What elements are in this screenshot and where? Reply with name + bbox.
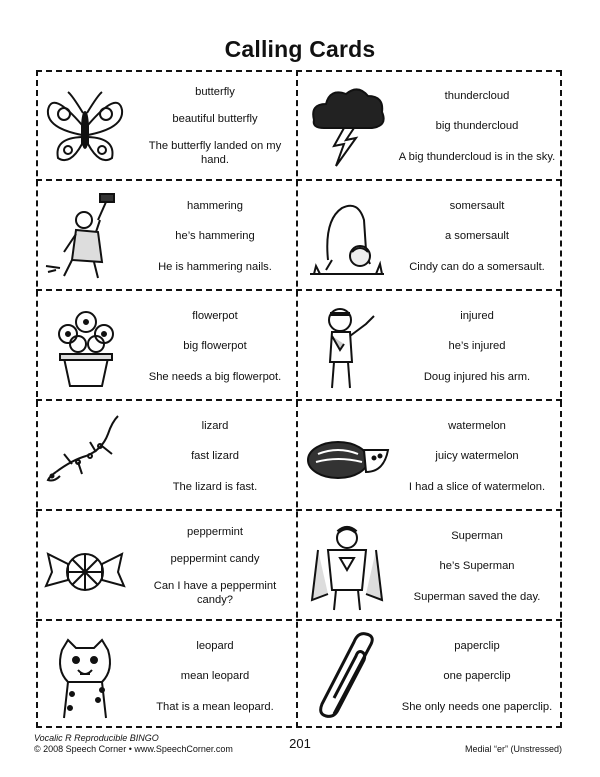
target-sentence: I had a slice of watermelon.	[408, 480, 546, 493]
target-sentence: She needs a big flowerpot.	[148, 370, 282, 383]
target-phrase: mean leopard	[180, 670, 250, 682]
book-title: Vocalic R Reproducible BINGO	[34, 733, 159, 743]
target-word: lizard	[201, 419, 229, 432]
superman-icon	[304, 520, 390, 612]
calling-card	[36, 182, 298, 290]
calling-card	[298, 402, 560, 510]
target-word: flowerpot	[192, 309, 238, 322]
peppermint-candy-icon	[42, 520, 128, 612]
calling-card	[298, 182, 560, 290]
target-sentence: A big thundercloud is in the sky.	[398, 150, 556, 163]
leopard-icon	[42, 630, 128, 722]
target-phrase: beautiful butterfly	[172, 113, 258, 125]
category-label: Medial “er” (Unstressed)	[464, 744, 562, 754]
calling-card	[36, 402, 298, 510]
target-sentence: The butterfly landed on my hand.	[148, 140, 282, 166]
watermelon-icon	[304, 410, 390, 502]
calling-card	[298, 512, 560, 620]
target-sentence: Cindy can do a somersault.	[409, 260, 545, 273]
calling-card	[298, 292, 560, 400]
target-phrase: he’s hammering	[175, 230, 255, 242]
paperclip-icon	[304, 630, 390, 722]
target-phrase: big thundercloud	[435, 120, 519, 132]
target-sentence: That is a mean leopard.	[156, 700, 274, 713]
thundercloud-icon	[304, 80, 390, 172]
page-number: 201	[289, 736, 311, 751]
target-word: thundercloud	[444, 89, 510, 102]
flowerpot-icon	[42, 300, 128, 392]
target-word: watermelon	[448, 419, 506, 432]
calling-card	[36, 72, 298, 180]
target-phrase: one paperclip	[443, 670, 511, 682]
copyright: © 2008 Speech Corner • www.SpeechCorner.com	[34, 744, 233, 754]
target-word: somersault	[449, 199, 505, 212]
target-sentence: Can I have a peppermint candy?	[153, 580, 277, 606]
target-sentence: The lizard is fast.	[172, 480, 258, 493]
target-word: Superman	[451, 529, 503, 542]
target-phrase: peppermint candy	[170, 553, 260, 565]
target-word: peppermint	[187, 526, 243, 538]
calling-card	[298, 622, 560, 730]
page-title: Calling Cards	[224, 36, 376, 62]
target-word: leopard	[196, 639, 234, 652]
target-sentence: Superman saved the day.	[413, 590, 541, 603]
target-phrase: he’s injured	[448, 340, 506, 352]
target-phrase: a somersault	[444, 230, 510, 242]
target-phrase: juicy watermelon	[435, 450, 519, 462]
lizard-icon	[42, 410, 128, 502]
calling-card	[36, 622, 298, 730]
target-word: hammering	[187, 199, 243, 212]
calling-card	[36, 292, 298, 400]
calling-card	[298, 72, 560, 180]
calling-card	[36, 512, 298, 620]
hammering-man-icon	[42, 190, 128, 282]
target-sentence: He is hammering nails.	[158, 260, 272, 273]
target-word: injured	[460, 309, 494, 322]
target-phrase: big flowerpot	[183, 340, 247, 352]
target-sentence: Doug injured his arm.	[423, 370, 531, 383]
somersault-girl-icon	[304, 190, 390, 282]
target-phrase: fast lizard	[191, 450, 239, 462]
target-phrase: he’s Superman	[439, 560, 515, 572]
butterfly-icon	[42, 80, 128, 172]
target-word: butterfly	[195, 86, 235, 98]
injured-boy-icon	[304, 300, 390, 392]
target-sentence: She only needs one paperclip.	[401, 700, 553, 713]
target-word: paperclip	[454, 639, 500, 652]
